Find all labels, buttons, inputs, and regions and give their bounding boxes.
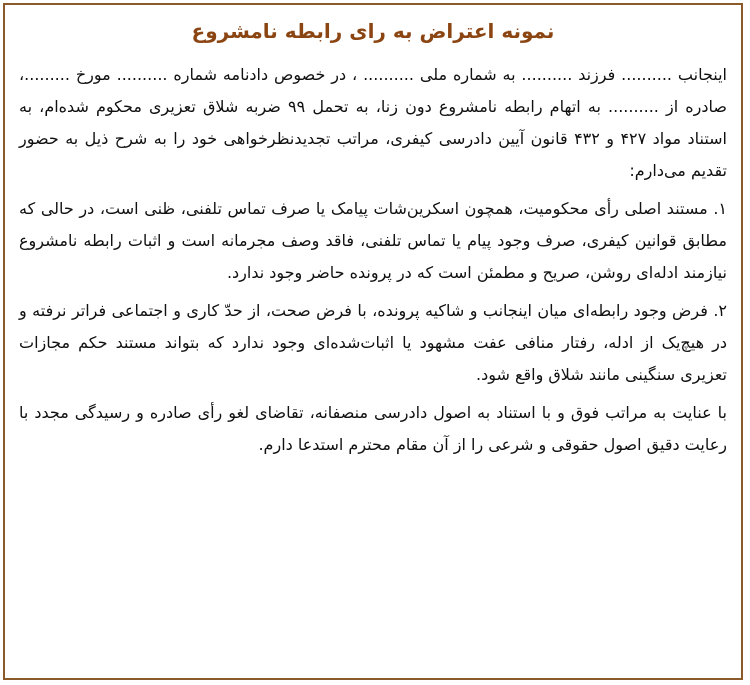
document-frame — [3, 3, 743, 680]
paragraph-point-2: ۲. فرض وجود رابطه‌ای میان اینجانب و شاکیه پرونده، با فرض صحت، از حدّ کاری و اجتماعی فراتر نرفته و در هیچ‌یک از ادله، رفتار منافی عفت مشهود یا اثبات‌شده‌ای وجود ندارد که بتواند مستند حکم مجازات تعزیری سنگینی مانند شلاق واقع شود. — [19, 301, 727, 384]
paragraph-conclusion: با عنایت به مراتب فوق و با استناد به اصول دادرسی منصفانه، تقاضای لغو رأی صادره و رسیدگی مجدد با رعایت دقیق اصول حقوقی و شرعی را از آن مقام محترم استدعا دارم. — [19, 403, 727, 454]
paragraph-intro: اینجانب .......... فرزند .......... به شماره ملی .......... ، در خصوص دادنامه شماره .......... مورخ .........، صادره از .......... به اتهام رابطه نامشروع دون زنا، به تحمل ۹۹ ضربه شلاق تعزیری محکوم شده‌ام، به استناد مواد ۴۲۷ و ۴۳۲ قانون آیین دادرسی کیفری، مراتب تجدیدنظرخواهی خود را به شرح ذیل به حضور تقدیم می‌دارم: — [19, 65, 727, 180]
paragraph-point-1: ۱. مستند اصلی رأی محکومیت، همچون اسکرین‌شات پیامک یا صرف تماس تلفنی، ظنی است، در حالی که مطابق قوانین کیفری، صرف وجود پیام یا تماس تلفنی، فاقد وصف مجرمانه است و اثبات رابطه نامشروع نیازمند ادله‌ای روشن، صریح و مطمئن است که در پرونده حاضر وجود ندارد. — [19, 199, 727, 282]
document-title: نمونه اعتراض به رای رابطه نامشروع — [191, 19, 555, 43]
